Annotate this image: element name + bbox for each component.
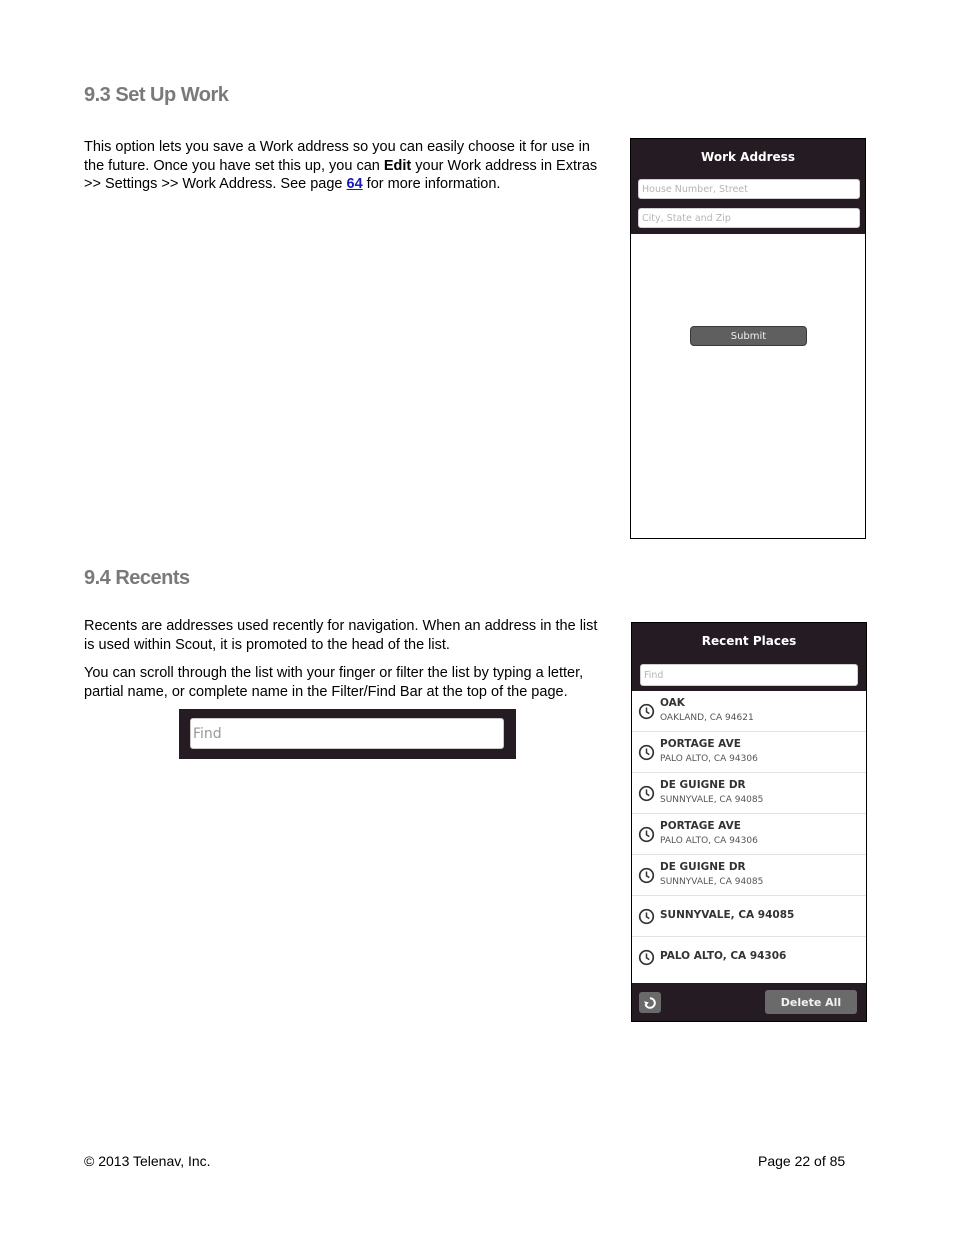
clock-icon [638, 785, 655, 802]
recent-places-footer [632, 983, 866, 1021]
recent-item-name: DE GUIGNE DR [660, 861, 746, 873]
set-up-work-paragraph: This option lets you save a Work address so you can easily choose it for use in the future. Once you have set this up, you can Edit your Work address in Extras >> Settings >> Work Address. See page 64 for more information. [84, 139, 598, 192]
list-item[interactable] [632, 855, 866, 896]
find-input[interactable]: Find [190, 718, 504, 749]
clock-icon [638, 744, 655, 761]
list-item[interactable] [632, 732, 866, 773]
recent-places-list [632, 691, 866, 978]
list-item[interactable] [632, 691, 866, 732]
recents-paragraph-2: You can scroll through the list with your finger or filter the list by typing a letter, partial name, or complete name in the Filter/Find Bar at the top of the page. [84, 665, 584, 700]
recent-item-address: PALO ALTO, CA 94306 [660, 836, 758, 846]
find-bar-screenshot [179, 709, 516, 759]
clock-icon [638, 949, 655, 966]
recent-places-header [632, 623, 866, 691]
page-64-link[interactable]: 64 [346, 176, 363, 192]
clock-icon [638, 867, 655, 884]
section-heading-recents: 9.4 Recents [84, 567, 190, 589]
recent-find-input[interactable]: Find [640, 664, 858, 686]
clock-icon [638, 908, 655, 925]
recent-item-name: PORTAGE AVE [660, 820, 741, 832]
recent-item-address: OAKLAND, CA 94621 [660, 713, 754, 723]
edit-bold-text: Edit [383, 157, 412, 174]
recent-item-name: PORTAGE AVE [660, 738, 741, 750]
work-address-title: Work Address [701, 150, 795, 164]
refresh-icon [643, 996, 657, 1010]
recent-item-address: SUNNYVALE, CA 94085 [660, 877, 764, 887]
recent-item-name: PALO ALTO, CA 94306 [660, 950, 787, 962]
copyright-text: © 2013 Telenav, Inc. [84, 1153, 211, 1169]
street-input[interactable]: House Number, Street [638, 179, 860, 199]
recent-item-address: SUNNYVALE, CA 94085 [660, 795, 764, 805]
list-item[interactable] [632, 937, 866, 978]
recent-item-name: SUNNYVALE, CA 94085 [660, 909, 795, 921]
section-heading-set-up-work: 9.3 Set Up Work [84, 84, 229, 106]
clock-icon [638, 826, 655, 843]
recent-item-name: OAK [660, 697, 685, 709]
recent-item-name: DE GUIGNE DR [660, 779, 746, 791]
city-state-zip-input[interactable]: City, State and Zip [638, 208, 860, 228]
work-address-header [631, 139, 865, 234]
recents-paragraph-1: Recents are addresses used recently for navigation. When an address in the list is used within Scout, it is promoted to the head of the list. [84, 618, 598, 653]
delete-all-button[interactable]: Delete All [765, 990, 857, 1014]
page-number: Page 22 of 85 [758, 1153, 846, 1169]
recent-places-screenshot [631, 622, 867, 1022]
list-item[interactable] [632, 896, 866, 937]
recent-places-title: Recent Places [701, 634, 797, 648]
work-address-screenshot [630, 138, 866, 539]
refresh-button[interactable] [639, 992, 661, 1013]
submit-button[interactable]: Submit [690, 326, 807, 346]
list-item[interactable] [632, 814, 866, 855]
recent-item-address: PALO ALTO, CA 94306 [660, 754, 758, 764]
clock-icon [638, 703, 655, 720]
list-item[interactable] [632, 773, 866, 814]
